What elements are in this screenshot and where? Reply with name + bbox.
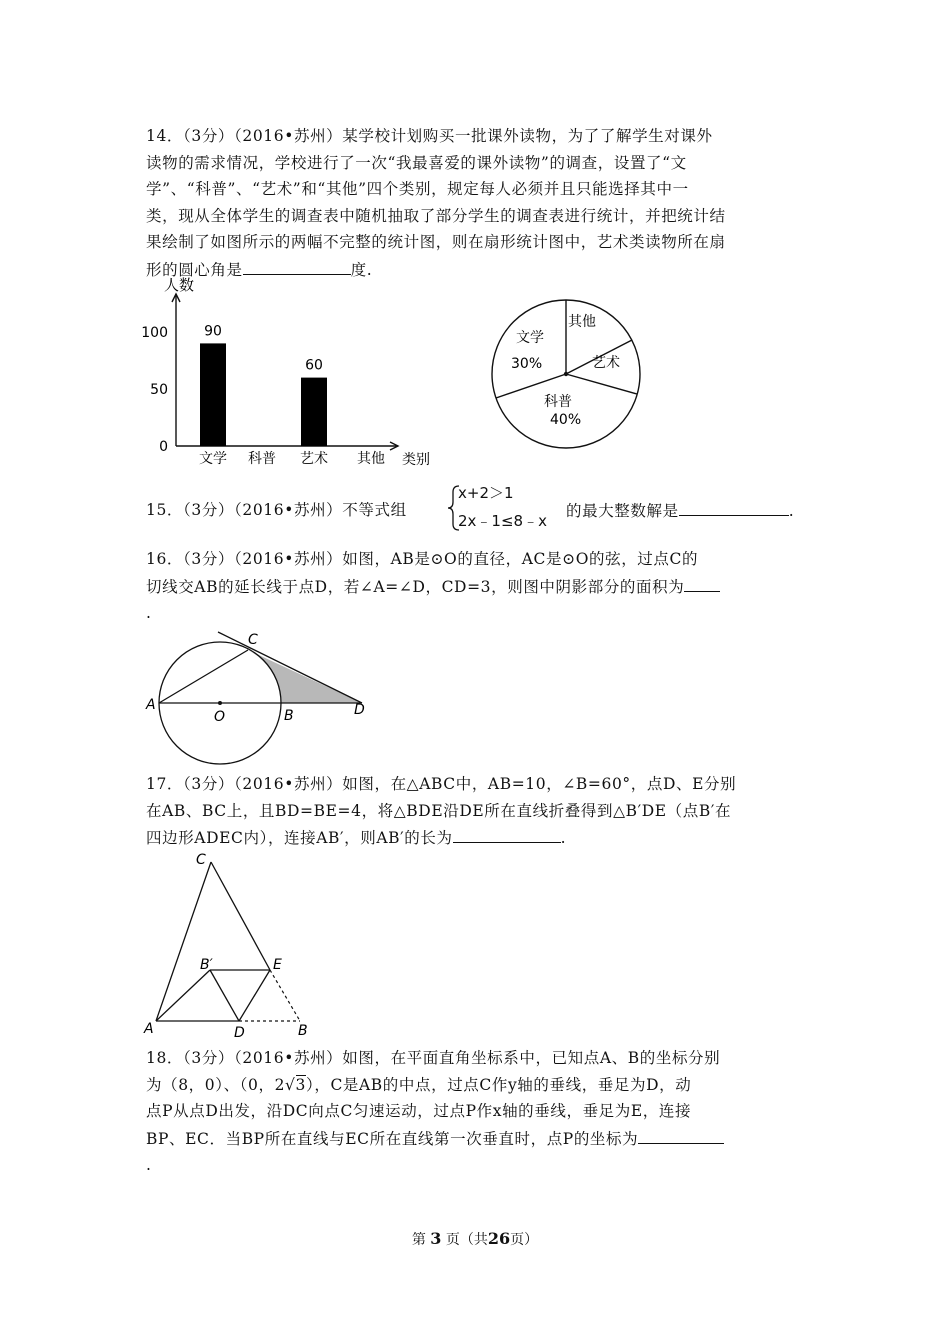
q16-center-dot [218,701,222,705]
pie-label-qita: 其他 [568,314,596,330]
q17-label-d: D [234,1025,245,1041]
q17-end: . [560,829,567,847]
q16-label-c: C [248,632,258,648]
q17-line-3 [146,824,808,852]
q18-line-5: . [146,1156,152,1174]
y-axis-title: 人数 [164,276,195,294]
q15-prefix: 15．（3分）（2016•苏州）不等式组 [146,501,407,519]
q14-last-suffix: 度. [350,260,373,279]
pie-chart [486,296,656,456]
x-tick-label: 文学 [199,451,227,467]
q16-line-3: . [146,604,152,622]
q16-chord-ac [159,650,248,703]
y-tick-label: 100 [141,325,168,341]
q17-segment-eb-dashed [270,970,300,1021]
footer-post: 页） [510,1232,539,1248]
q16-answer-blank [684,573,720,592]
q17-segment-de [239,970,270,1021]
q15-suffix: 的最大整数解是 [566,502,679,520]
q18-answer-blank [638,1125,724,1144]
pie-divider-yishu-kepu [566,374,637,394]
q16-label-o: O [214,709,226,725]
footer-pre: 第 [411,1232,426,1248]
q18-line-1: 18．（3分）（2016•苏州）如图，在平面直角坐标系中，已知点A、B的坐标分别 [146,1049,721,1067]
q16-label-b: B [284,708,294,724]
q18-line-3: 点P从点D出发，沿DC向点C匀速运动，过点P作x轴的垂线，垂足为E，连接 [146,1102,692,1120]
sqrt-symbol: √ [285,1075,296,1094]
q17-label-bp: B′ [200,957,213,973]
q15-ineq2: 2x﹣1≤8﹣x [458,512,547,530]
pie-value-kepu: 40% [550,412,582,428]
q17-segment-abp [156,970,210,1021]
q16-label-d: D [354,702,365,718]
pie-center-dot [564,372,568,376]
q18-line-2c: ），C是AB的中点，过点C作y轴的垂线，垂足为D，动 [306,1075,692,1094]
footer-total-pages: 26 [487,1229,511,1248]
bar-0 [200,343,226,446]
x-axis-title: 类别 [402,452,430,468]
q17-answer-blank [453,824,561,843]
q17-line-1: 17．（3分）（2016•苏州）如图，在△ABC中，AB=10，∠B=60°，点D、E分别 [146,775,737,793]
q18-line-4-text: BP、EC．当BP所在直线与EC所在直线第一次垂直时，点P的坐标为 [146,1129,639,1148]
q14-text [146,123,808,283]
x-tick-label: 其他 [357,451,385,467]
q17-line-3-text: 四边形ADEC内），连接AB′，则AB′的长为 [146,829,453,847]
q18-line-2 [146,1072,808,1099]
pie-label-wenxue: 文学 [516,330,544,346]
q16-line-2-text: 切线交AB的延长线于点D，若∠A=∠D，CD=3，则图中阴影部分的面积为 [146,577,685,596]
q15-ineq1: x+2＞1 [458,484,514,502]
q17-label-b: B [298,1023,308,1039]
q16-text [146,546,808,627]
q17-label-a: A [144,1021,154,1037]
q17-segment-bpd [210,970,239,1021]
y-tick-label: 0 [159,439,168,455]
q17-label-c: C [196,852,206,868]
q16-line-1: 16．（3分）（2016•苏州）如图，AB是⊙O的直径，AC是⊙O的弦，过点C的 [146,550,699,568]
q15-end: . [788,502,795,520]
q15-tail [566,497,794,525]
q16-line-2 [146,573,808,601]
q14-line-1: 14．（3分）（2016•苏州）某学校计划购买一批课外读物，为了了解学生对课外 [146,127,713,145]
q16-figure [140,628,380,768]
bar-data-label: 90 [204,323,222,340]
q17-label-e: E [273,957,282,973]
q14-last-prefix: 形的圆心角是 [146,260,243,279]
page-footer [0,1229,950,1249]
bar-2 [301,378,327,446]
pie-value-wenxue: 30% [511,356,543,372]
q18-line-4 [146,1125,808,1153]
pie-label-kepu: 科普 [544,394,572,410]
q16-label-a: A [146,697,156,713]
q17-side-ac [156,862,211,1021]
q18-text [146,1045,808,1179]
q14-line-4: 类，现从全体学生的调查表中随机抽取了部分学生的调查表进行统计，并把统计结 [146,206,726,225]
footer-mid: 页（共 [445,1232,488,1248]
bar-chart-plot [141,276,430,468]
q18-line-2a: 为（8，0）、（0，2 [146,1075,286,1094]
x-tick-label: 科普 [248,451,276,467]
q15-answer-blank [679,497,789,516]
q14-line-5: 果绘制了如图所示的两幅不完整的统计图，则在扇形统计图中，艺术类读物所在扇 [146,233,726,251]
q18-sqrt-radicand: 3 [295,1075,306,1094]
y-tick-label: 50 [150,382,168,398]
q17-text [146,771,808,852]
bar-data-label: 60 [305,357,323,374]
pie-label-yishu: 艺术 [592,355,620,371]
q14-line-2: 读物的需求情况，学校进行了一次“我最喜爱的课外读物”的调查，设置了“文 [146,153,687,172]
x-tick-label: 艺术 [300,451,328,467]
q17-figure [140,850,330,1040]
bar-chart [140,272,450,477]
q17-line-2: 在AB、BC上，且BD=BE=4，将△BDE沿DE所在直线折叠得到△B′DE（点B′在 [146,801,732,820]
q14-line-3: 学”、“科普”、“艺术”和“其他”四个类别，规定每人必须并且只能选择其中一 [146,180,689,198]
footer-page-number: 3 [430,1229,442,1248]
q17-side-ce [211,862,270,970]
